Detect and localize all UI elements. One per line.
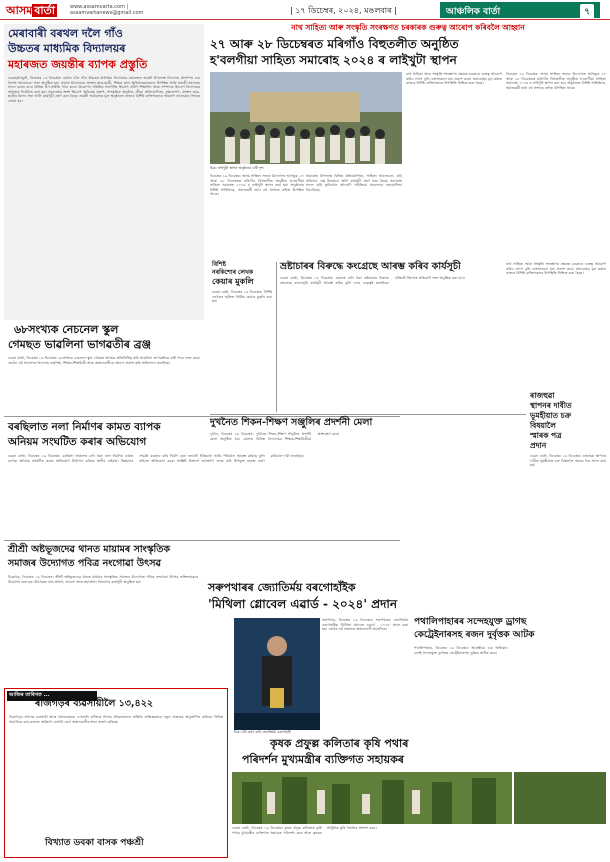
award-headline-1: সৰুপথাৰৰ জ্যোতিৰ্ময় বৰগোহাঁইক: [208, 581, 356, 594]
article-title: মেৰাবাৰী বৰথল দলৈ গাঁও: [8, 27, 123, 40]
dukhnoi-body: দুখনৈ, ডিচেম্বৰ ১৬ ডিচেম্বৰ: দুখনৈত শিকন-শিক্ষণ সঁজুলিৰ প্ৰদৰ্শনী মেলা অনুষ্ঠিত হয়। মেলাত বিভিন্ন বিদ্যালয়ৰ শিক্ষক-শিক্ষয়িত্ৰীয়ে অংশগ্ৰহণ কৰে।: [210, 432, 340, 441]
article-title: বিষয়ালৈ: [530, 421, 556, 430]
boxed-article: [4, 688, 228, 858]
farm-field-image: [232, 772, 512, 824]
article-body: ডিব্ৰুগড়, ডিচেম্বৰ ১৬ ডিচেম্বৰ: শ্ৰীশ্ৰী অষ্টভূজদেৱ থানত মায়ামৰ সাংস্কৃতিক সমাজৰ উদ্যোগত পবিত্ৰ নংগোৱা উৎসৱ ভক্তিভাৱেৰে উদযাপন কৰা হয়। উৎসৱত নাম-প্ৰসংগ, ভাওনা আৰু মহাপ্ৰসাদ বিতৰণৰ কাৰ্যসূচী অনুষ্ঠিত হয়।: [8, 575, 198, 584]
drug-body: পথালিপাহাৰ, ডিচেম্বৰ ১৬ ডিচেম্বৰ: আৰক্ষীয়ে এক অভিযান চলাই সন্দেহযুক্ত ড্ৰাগছৰ কেট্ৰেইনাৰসহ দুৰ্বৃত্তক আটক কৰে।: [414, 646, 508, 655]
divider: [276, 262, 277, 412]
article-body: ডবকা বাৰ্তা, ডিচেম্বৰ ১৬ ডিচেম্বৰ: ৬৮সংখ্যক নেচনেল স্কুল গেমছত অসমক প্ৰতিনিধিত্ব কৰি ভাৱলিনা ভাগৱতীয়ে ব্ৰঞ্জ পদক লাভ কৰে। তেওঁৰ এই সাফল্যত বিদ্যালয় কৰ্তৃপক্ষ, শিক্ষক-শিক্ষয়িত্ৰী আৰু অঞ্চলবাসীয়ে আনন্দ প্ৰকাশ কৰি অভিনন্দন জনাইছে।: [8, 356, 200, 365]
article-title: বৰছিলাত নলা নিৰ্মাণৰ কামত ব্যাপক: [8, 421, 161, 433]
event-photo: [210, 72, 402, 164]
farm-photo: [232, 772, 512, 824]
farm-body: ডবকা বাৰ্তা, ডিচেম্বৰ ১৬ ডিচেম্বৰ: কৃষক প্ৰফুল্ল কলিতাৰ কৃষি পথাৰ মুখ্যমন্ত্ৰীৰ ব্যক্তিগত সহায়কে পৰিদৰ্শন কৰে আৰু কৃষকৰ আধুনিক কৃষি পদ্ধতিৰ প্ৰশংসা কৰে।: [232, 826, 377, 835]
article-title: কেয়াৰ মুকলি: [212, 277, 254, 286]
farm-headline-2: পৰিদৰ্শন মুখ্যমন্ত্ৰীৰ ব্যক্তিগত সহায়কৰ: [242, 753, 404, 766]
header-date: | ১৭ ডিচেম্বৰ, ২০২৪, মঙলবাৰ |: [290, 6, 397, 15]
drug-headline-2: কেট্ৰেইনাৰসহ ৰজন দুৰ্বৃত্তক আটক: [414, 630, 535, 640]
article-body: ডবকা বাৰ্তা, ডিচেম্বৰ ১৬ ডিচেম্বৰ: বিশিষ্ট লেখকৰ স্মৃতিত নিৰ্মিত কেয়াৰ মুকলি কৰা হয়।: [212, 290, 272, 304]
congress-body: ডবকা বাৰ্তা, ডিচেম্বৰ ১৬ ডিচেম্বৰ: ৰাজ্যত চলি থকা ভ্ৰষ্টাচাৰৰ বিৰুদ্ধে কংগ্ৰেছে ৰাজ্যজুৰি কাৰ্যসূচী আৰম্ভ কৰিব বুলি দলৰ নেতৃত্বই জনাইছে। প্ৰতিটো জিলাত প্ৰতিবাদী সভা অনুষ্ঠিত কৰা হ'ব।: [280, 276, 465, 285]
article-body: ডবকা/মাজুলী, ডিচেম্বৰ ১৬ ডিচেম্বৰ: বৰথল দলৈ গাঁও উচ্চতৰ মাধ্যমিক বিদ্যালয়ৰ মহাৰজত জয়ন্তী উপলক্ষে বিদ্যালয় প্ৰাংগণত এক বিশেষ আলোচনা সভা অনুষ্ঠিত হয়। সভাত বিদ্যালয়ৰ প্ৰাক্তন ছাত্ৰ-ছাত্ৰী, শিক্ষক তথা অভিভাৱকসকলে উপস্থিত থাকি জয়ন্তী সমাৰোহ সফল কৰাৰ বাবে বিভিন্ন উপ-সমিতি গঠন কৰে। উদযাপন সমিতিৰ সভাপতি হিচাপে প্ৰবীণ শিক্ষাবিদ আৰু সম্পাদক হিচাপে বিদ্যালয়ৰ অধ্যক্ষক নিৰ্বাচিত কৰা হয়। সমাৰোহৰ অংশ হিচাপে স্মৃতিগ্ৰন্থ প্ৰকাশ, সাংস্কৃতিক অনুষ্ঠান, ক্ৰীড়া প্ৰতিযোগিতা, বৃক্ষৰোপণ, প্ৰাক্তন ছাত্ৰ-ছাত্ৰীৰ মিলন সভা আদি কাৰ্যসূচী গ্ৰহণ কৰা হৈছে। জয়ন্তী সমাৰোহৰ মূল অনুষ্ঠানত ৰাজ্যৰ বিশিষ্ট ব্যক্তিসকলক আমন্ত্ৰণ জনোৱাৰ সিদ্ধান্ত লোৱা হয়।: [8, 76, 200, 103]
article-title: ৬৮সংখ্যক নেচনেল স্কুল: [14, 323, 119, 336]
article-kayar: [210, 262, 274, 412]
article-bhavlina: [4, 322, 204, 414]
article-title: নৰকিশোৰ লেখক: [212, 269, 254, 276]
award-photo-caption: চিত্ৰ: বঁটা গ্ৰহণ কৰি জ্যোতিৰ্ময় বৰগোহাঁই: [234, 730, 291, 734]
main-headline-1: ২৭ আৰু ২৮ ডিচেম্বৰত মৰিগাঁও বিহুতলীত অনুষ্ঠিত: [210, 37, 459, 51]
right-column-body: নাথ সাহিত্য আৰু সংস্কৃতি সংৰক্ষণৰ ক্ষেত্ৰত চৰকাৰে গুৰুত্ব আৰোপ কৰিব লাগে বুলি বক্তাসকলে মত প্ৰকাশ কৰে। সমাৰোহৰ মূল মঞ্চত ৰাজ্যৰ বিশিষ্ট ব্যক্তিসকলৰ উপস্থিতি নিশ্চিত কৰা হৈছে।: [506, 262, 606, 276]
article-title: বিশিষ্ট: [212, 261, 226, 268]
main-headline-2: হ'বলগীয়া সাহিত্য সমাৰোহ ২০২৪ ৰ লাইখুটা স্থাপন: [210, 53, 457, 67]
header-contact: www.assamvarta.com | assamvartanews@gmail.com: [70, 4, 144, 16]
article-title: স্মাৰক পত্ৰ: [530, 431, 562, 440]
article-title: স্থাপনৰ দাবীত: [530, 401, 572, 410]
article-merabari: [4, 24, 204, 320]
award-person-image: [234, 618, 320, 730]
article-title: মহাৰজত জয়ন্তীৰ ব্যাপক প্ৰস্তুতি: [8, 58, 148, 71]
award-headline-2: 'মিথিলা গ্লোবেল এৱাৰ্ড - ২০২৪' প্ৰদান: [208, 597, 398, 611]
article-body: ডবকা বাৰ্তা, ডিচেম্বৰ ১৬ ডিচেম্বৰ: বৰছিলা অঞ্চলত চলি থকা নলা নিৰ্মাণৰ কামত ব্যাপক অনিয়ম সংঘটিত কৰাৰ অভিযোগ উত্থাপন কৰিছে স্থানীয় ৰাইজে। নিম্নমানৰ সামগ্ৰী ব্যৱহাৰ কৰি নিৰ্মাণ কৰা নলাটো ইতিমধ্যে ভাঙি পৰিবলৈ আৰম্ভ কৰিছে বুলি ৰাইজে অভিযোগ কৰে। সংশ্লিষ্ট বিভাগে তৎক্ষণাৎ তদন্ত কৰি উপযুক্ত ব্যৱস্থা গ্ৰহণ কৰিবলৈ দাবী জনাইছে।: [8, 454, 304, 463]
drug-headline-1: পথালিপাহাৰৰ সন্দেহযুক্ত ড্ৰাগছ: [414, 617, 527, 627]
article-title: গেমছত ভাৱলিনা ভাগৱতীৰ ব্ৰঞ্জ: [8, 338, 151, 351]
article-title: প্ৰদান: [530, 441, 547, 450]
article-body: ডবকা বাৰ্তা, ডিচেম্বৰ ১৬ ডিচেম্বৰ: ৰাজহুৱা স্থাপনৰ দাবীত ভূমহীয়াত চক্ৰ বিষয়ালৈ স্মাৰক পত্ৰ প্ৰদান কৰা হয়।: [530, 454, 606, 468]
main-body-b: সমাৰোহ উপলক্ষে বিভিন্ন প্ৰতিযোগিতা, সাহিত্য আলোচনা, কবি সন্মিলন, গ্ৰন্থ উন্মোচন আদি কাৰ্যসূচী গ্ৰহণ কৰা হৈছে। সমাৰোহ সফল কৰি তুলিবলৈ আদৰণি সমিতিয়ে সকলোৰে সহযোগিতা বিচাৰিছে।: [306, 174, 402, 192]
box-kicker: আজিৰ তাৰিখত ...: [7, 691, 97, 701]
box-body: ডিব্ৰুগড়ৰ প্ৰখ্যাত ব্যৱসায়ী আৰু সমাজসেৱক এগৰাকী ব্যক্তিয়ে নিজৰ জীৱনকালত অৰ্জিত অভিজ্ঞতাৰে নতুন প্ৰজন্মক অনুপ্ৰাণিত কৰিছে। বিভিন্ন সামাজিক কাম-কাজত অৰিহণা যোগাই তেওঁ অঞ্চলবাসীৰ শ্ৰদ্ধা অৰ্জন কৰিছে।: [9, 715, 223, 724]
article-title: সমাজৰ উদ্যোগত পবিত্ৰ নংগোৱা উৎসৱ: [8, 558, 162, 569]
box-title: ৰাজগড়ৰ ব্যৱসায়ীলৈ ১৩,৪২২: [35, 698, 154, 709]
divider: [210, 414, 526, 415]
page-number: ৭: [580, 4, 594, 19]
farm-headline-1: কৃষক প্ৰফুল্ল কলিতাৰ কৃষি পথাৰ: [270, 737, 409, 750]
dukhnoi-headline: দুখনৈত শিকন-শিক্ষণ সঞ্জুলিৰ প্ৰদৰ্শনী মেলা: [210, 417, 373, 428]
article-title: শ্ৰীশ্ৰী অষ্টভূজদেৱ থানত মায়ামৰ সাংস্কৃতিক: [8, 544, 171, 555]
article-smarak: [530, 392, 606, 592]
main-body-c: নাথ সাহিত্য আৰু সংস্কৃতি সংৰক্ষণৰ ক্ষেত্ৰত চৰকাৰে গুৰুত্ব আৰোপ কৰিব লাগে বুলি বক্তাসকলে মত প্ৰকাশ কৰে। সমাৰোহৰ মূল মঞ্চত ৰাজ্যৰ বিশিষ্ট ব্যক্তিসকলৰ উপস্থিতি নিশ্চিত কৰা হৈছে।: [406, 72, 502, 86]
congress-headline: ভ্ৰষ্টাচাৰৰ বিৰুদ্ধে কংগ্ৰেছে আৰম্ভ কৰিব কাৰ্যসূচী: [280, 261, 461, 272]
article-title: ভূমহীয়াত চক্ৰ: [530, 411, 571, 420]
article-title: উচ্চতৰ মাধ্যমিক বিদ্যালয়ৰ: [8, 42, 126, 55]
farm-photo-2: [514, 772, 606, 824]
main-body-a: ডিচেম্বৰ ১৬ ডিচেম্বৰ: অসম সাহিত্য সভাৰ উদ্যোগত আগন্তুক ২৭ আৰু ২৮ ডিচেম্বৰত মৰিগাঁও বিহুতলীত অনুষ্ঠিত হ'বলগীয়া সাহিত্য সমাৰোহ ২০২৪ ৰ লাইখুটা স্থাপন কৰা হয়। অনুষ্ঠানত বিশিষ্ট সাহিত্যিক, সমাজকৰ্মী তথা বহু সংখ্যক ৰাইজ উপস্থিত থাকে।: [210, 174, 304, 197]
award-photo: [234, 618, 320, 730]
main-body-d: ডিচেম্বৰ ১৬ ডিচেম্বৰ: অসম সাহিত্য সভাৰ উদ্যোগত আগন্তুক ২৭ আৰু ২৮ ডিচেম্বৰত মৰিগাঁও বিহুতলীত অনুষ্ঠিত হ'বলগীয়া সাহিত্য সমাৰোহ ২০২৪ ৰ লাইখুটা স্থাপন কৰা হয়। অনুষ্ঠানত বিশিষ্ট সাহিত্যিক, সমাজকৰ্মী তথা বহু সংখ্যক ৰাইজ উপস্থিত থাকে।: [506, 72, 606, 90]
article-title: অনিয়ম সংঘটিত কৰাৰ অভিযোগ: [8, 436, 147, 448]
top-banner-headline: নাথ সাহিত্য আৰু সংস্কৃতি সংৰক্ষণত চৰকাৰক গুৰুত্ব আৰোপ কৰিবলৈ আহ্বান: [291, 23, 525, 32]
section-label: আঞ্চলিক বাৰ্তা ৭: [440, 2, 600, 18]
masthead-logo: আসম বাৰ্তা: [6, 4, 55, 17]
photo-caption: চিত্ৰ: লাইখুটা স্থাপন অনুষ্ঠানৰ এটি দৃশ্য: [210, 166, 264, 170]
award-body-1: সৰুপথাৰ, ডিচেম্বৰ ১৬ ডিচেম্বৰ: সৰুপথাৰৰ জ্যোতিৰ্ময় বৰগোহাঁইক 'মিথিলা গ্লোবেল এৱাৰ্ড - ২০২৪' প্ৰদান কৰা হয়। তেওঁৰ এই সন্মানত অঞ্চলবাসী আনন্দিত।: [322, 618, 408, 632]
page-header: [0, 0, 610, 20]
box-footer-title: বিখ্যাত ডবকা বাসক পঞ্চশ্ৰী: [45, 838, 144, 848]
crowd-image: [210, 72, 402, 164]
article-title: ৰাজহুৱা: [530, 391, 555, 400]
